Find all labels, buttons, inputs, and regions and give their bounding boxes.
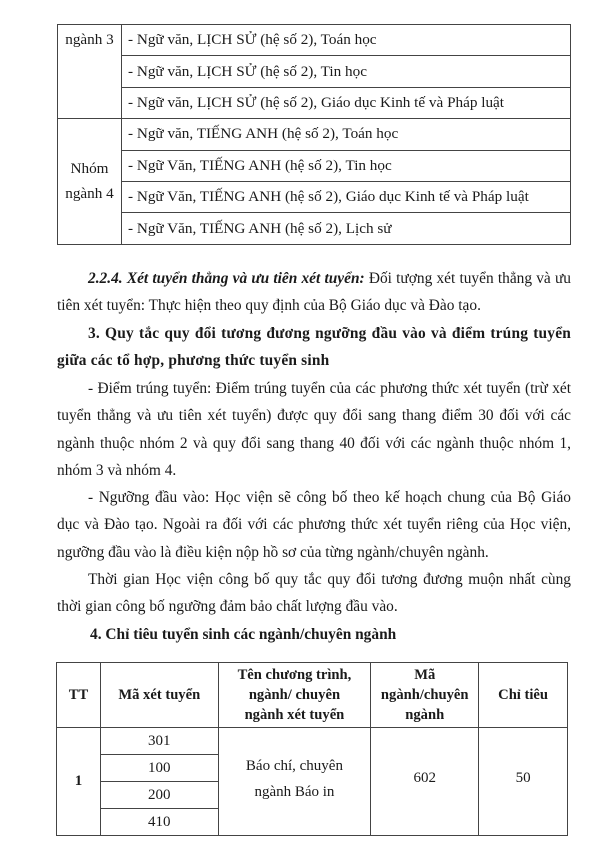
cell-text: ngành Báo in — [254, 783, 335, 800]
combination-cell: - Ngữ văn, LỊCH SỬ (hệ số 2), Giáo dục Kinh tế và Pháp luật — [122, 87, 571, 118]
combination-cell: - Ngữ văn, TIẾNG ANH (hệ số 2), Toán học — [122, 119, 571, 150]
cell-text: Báo chí, chuyên — [245, 757, 343, 774]
combination-cell: - Ngữ Văn, TIẾNG ANH (hệ số 2), Tin học — [122, 150, 571, 181]
section-3-heading: 3. Quy tắc quy đổi tương đương ngưỡng đầu vào và điểm trúng tuyển giữa các tổ hợp, phương thức tuyển sinh — [57, 325, 571, 370]
table-row — [58, 25, 571, 56]
table-row — [58, 119, 571, 150]
combination-table — [57, 24, 571, 245]
table-row — [58, 213, 571, 244]
header-ma-xet-tuyen: Mã xét tuyển — [100, 663, 218, 728]
cell-ma-xet-tuyen: 410 — [100, 809, 218, 836]
cell-chi-tieu: 50 — [479, 728, 568, 836]
section-2-2-4-text: Đối tượng xét tuyển thẳng và ưu tiên xét tuyển: Thực hiện theo quy định của Bộ Giáo dục và Đào tạo. — [57, 270, 571, 315]
cell-tt: 1 — [57, 728, 101, 836]
table-row — [58, 150, 571, 181]
cell-ma-nganh: 602 — [371, 728, 479, 836]
header-text: Tên chương trình, — [237, 667, 352, 683]
cell-ten-chuong-trinh — [218, 728, 371, 836]
header-tt: TT — [57, 663, 101, 728]
combination-cell: - Ngữ Văn, TIẾNG ANH (hệ số 2), Giáo dục Kinh tế và Pháp luật — [122, 181, 571, 212]
header-text: Mã — [414, 667, 436, 683]
combination-cell: - Ngữ văn, LỊCH SỬ (hệ số 2), Tin học — [122, 56, 571, 87]
header-text: ngành — [405, 707, 445, 723]
group-label-nhom-nganh-4 — [58, 119, 122, 245]
section-4-heading: 4. Chỉ tiêu tuyển sinh các ngành/chuyên ngành — [90, 626, 397, 643]
cell-ma-xet-tuyen: 100 — [100, 755, 218, 782]
table-row — [58, 56, 571, 87]
group-label-text: ngành 3 — [65, 31, 114, 48]
header-ma-nganh — [371, 663, 479, 728]
table-row — [58, 181, 571, 212]
header-chi-tieu: Chỉ tiêu — [479, 663, 568, 728]
group-label-nganh-3 — [58, 25, 122, 119]
section-2-2-4 — [57, 265, 571, 320]
cell-ma-xet-tuyen: 200 — [100, 782, 218, 809]
paragraph-nguong-dau-vao: - Ngưỡng đầu vào: Học viện sẽ công bố theo kế hoạch chung của Bộ Giáo dục và Đào tạo. Ngoài ra đối với các phương thức xét tuyển riêng của Học viện, ngưỡng đầu vào là điều kiện nộp hồ sơ của từng ngành/chuyên ngành. — [57, 489, 571, 561]
table-row — [57, 728, 568, 755]
header-text: ngành xét tuyển — [244, 707, 345, 723]
group-label-text: ngành 4 — [65, 185, 114, 203]
header-text: ngành/ chuyên — [248, 687, 341, 703]
section-2-2-4-heading: 2.2.4. Xét tuyển thẳng và ưu tiên xét tuyển: — [88, 270, 365, 287]
combination-cell: - Ngữ văn, LỊCH SỬ (hệ số 2), Toán học — [122, 25, 571, 56]
combination-cell: - Ngữ Văn, TIẾNG ANH (hệ số 2), Lịch sử — [122, 213, 571, 244]
cell-ma-xet-tuyen: 301 — [100, 728, 218, 755]
group-label-text: Nhóm — [70, 160, 109, 178]
header-ten-chuong-trinh — [218, 663, 371, 728]
table-row — [58, 87, 571, 118]
paragraph-diem-trung-tuyen: - Điểm trúng tuyển: Điểm trúng tuyển của các phương thức xét tuyển (trừ xét tuyển thẳng và ưu tiên xét tuyển) được quy đổi sang thang điểm 30 đối với các ngành thuộc nhóm 2 và quy đổi sang thang 40 đối với các ngành thuộc nhóm 1, nhóm 3 và nhóm 4. — [57, 380, 571, 479]
quota-table — [56, 662, 568, 836]
table-header-row — [57, 663, 568, 728]
paragraph-thoi-gian: Thời gian Học viện công bố quy tắc quy đổi tương đương muộn nhất cùng thời gian công bố ngưỡng đảm bảo chất lượng đầu vào. — [57, 571, 571, 616]
header-text: ngành/chuyên — [380, 687, 469, 703]
